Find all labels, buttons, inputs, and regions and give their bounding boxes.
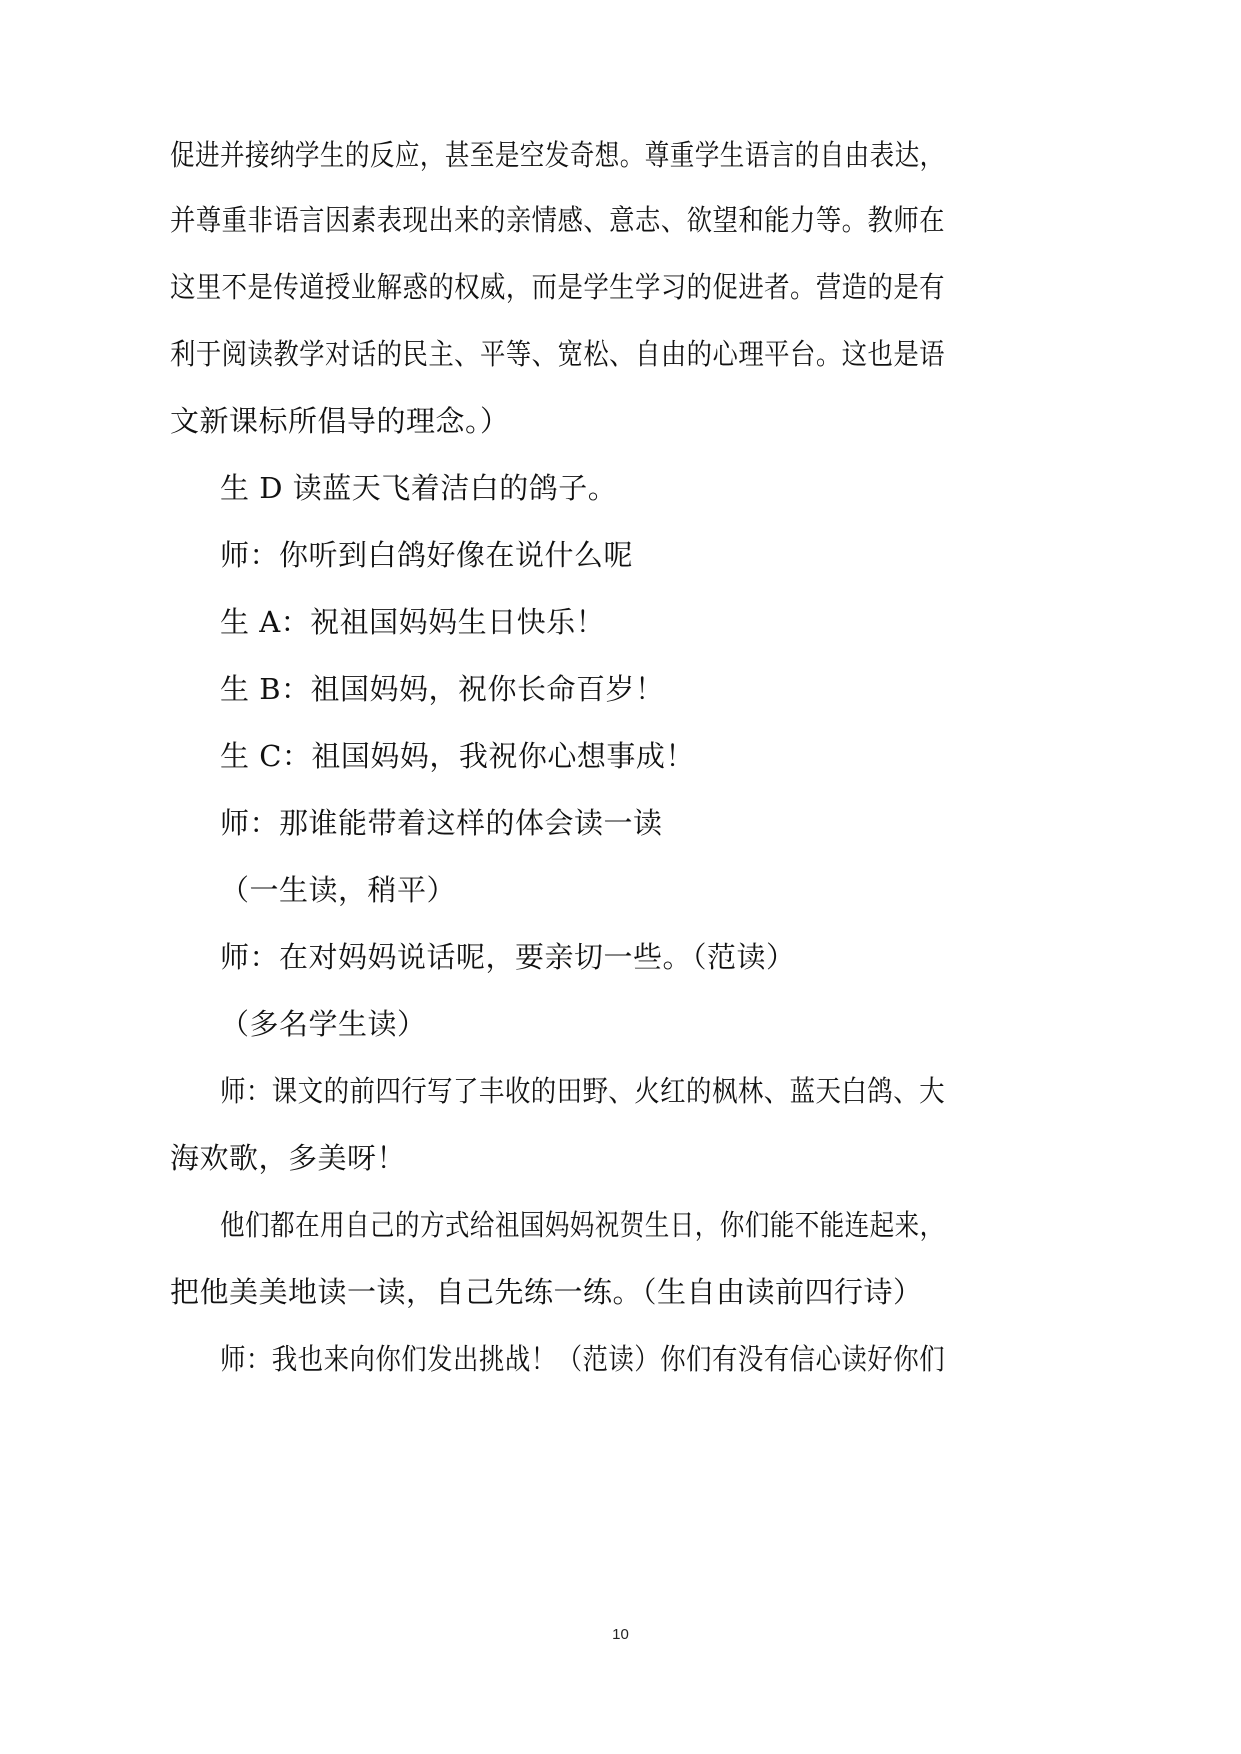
- text-line: 师：在对妈妈说话呢，要亲切一些。（范读）: [220, 940, 796, 974]
- text-line: 利于阅读教学对话的民主、平等、宽松、自由的心理平台。这也是语: [170, 337, 946, 371]
- text-line: 师：课文的前四行写了丰收的田野、火红的枫林、蓝天白鸽、大: [220, 1074, 945, 1108]
- text-line: 生 B：祖国妈妈，祝你长命百岁！: [220, 672, 665, 706]
- text-line: 并尊重非语言因素表现出来的亲情感、意志、欲望和能力等。教师在: [170, 203, 946, 237]
- text-line: 师：你听到白鸽好像在说什么呢: [220, 538, 634, 572]
- text-line: 生 D 读蓝天飞着洁白的鸽子。: [220, 471, 618, 505]
- text-line: （多名学生读）: [220, 1007, 427, 1041]
- text-line: 他们都在用自己的方式给祖国妈妈祝贺生日，你们能不能连起来，: [220, 1208, 945, 1242]
- text-line: 海欢歌，多美呀！: [170, 1141, 407, 1175]
- text-line: 文新课标所倡导的理念。）: [170, 404, 510, 438]
- text-line: 生 C：祖国妈妈，我祝你心想事成！: [220, 739, 695, 773]
- page-number: 10: [612, 1626, 629, 1643]
- text-line: 把他美美地读一读，自己先练一练。（生自由读前四行诗）: [170, 1275, 923, 1309]
- text-line: （一生读，稍平）: [220, 873, 457, 907]
- text-line: 促进并接纳学生的反应，甚至是空发奇想。尊重学生语言的自由表达，: [170, 138, 945, 172]
- text-line: 这里不是传道授业解惑的权威，而是学生学习的促进者。营造的是有: [170, 270, 946, 304]
- text-line: 师：我也来向你们发出挑战！（范读）你们有没有信心读好你们: [220, 1342, 945, 1376]
- text-line: 师：那谁能带着这样的体会读一读: [220, 806, 663, 840]
- text-line: 生 A：祝祖国妈妈生日快乐！: [220, 605, 606, 639]
